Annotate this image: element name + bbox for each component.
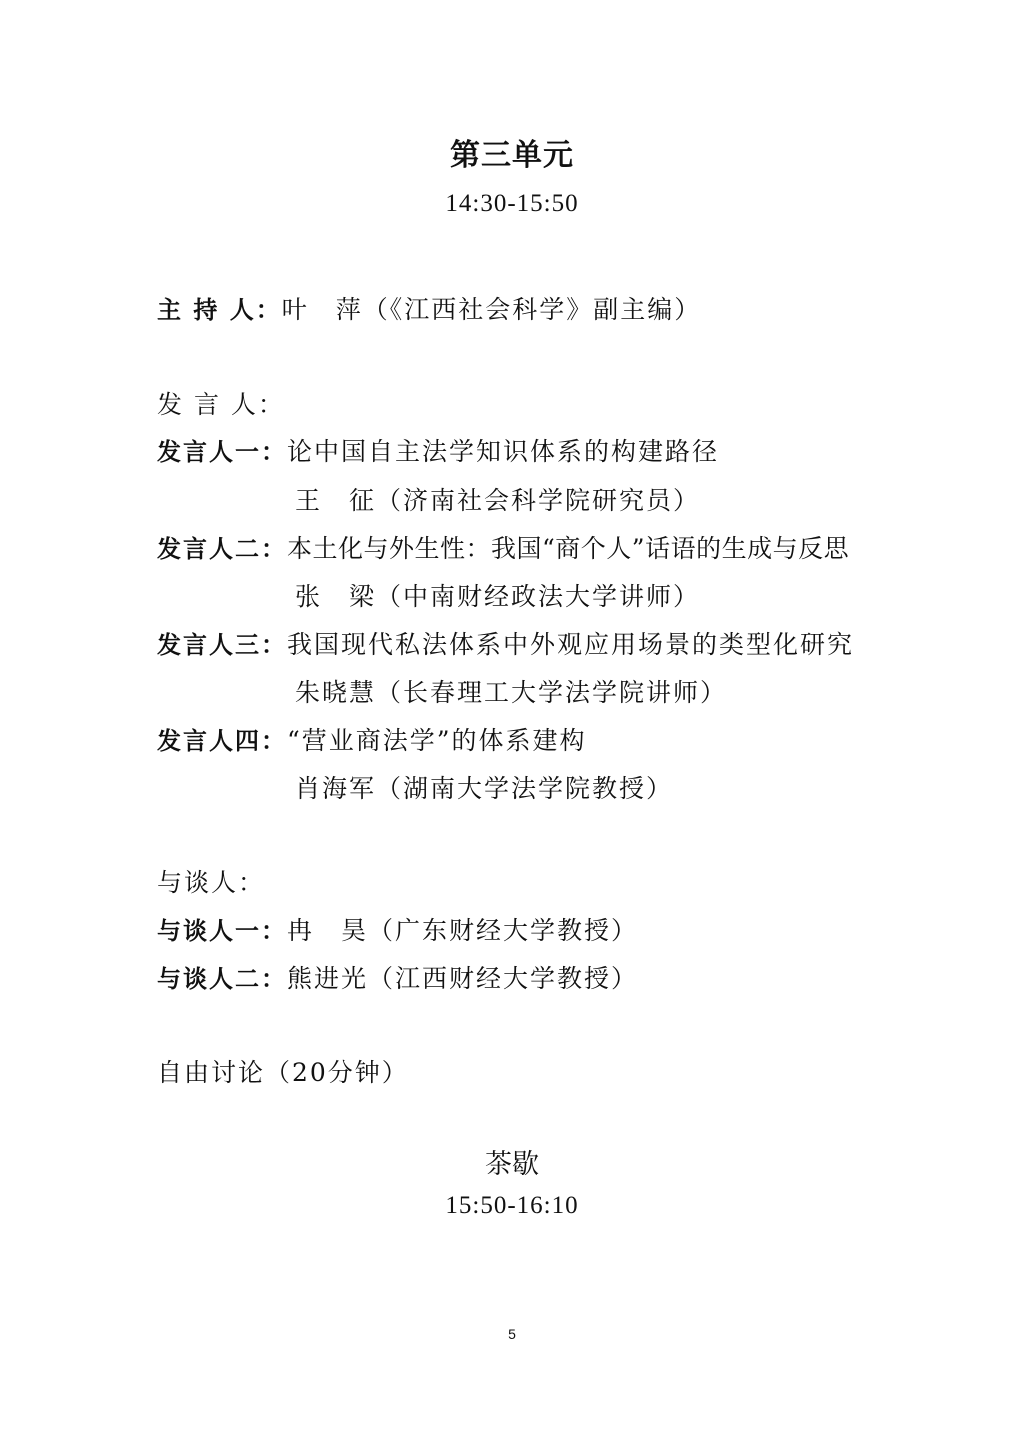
speaker-4-label: 发言人四： xyxy=(157,727,287,755)
free-discussion: 自由讨论（20分钟） xyxy=(157,1058,409,1087)
speaker-2-topic: 本土化与外生性：我国“商个人”话语的生成与反思 xyxy=(287,534,850,563)
break-title: 茶歇 xyxy=(485,1149,539,1180)
speaker-3-person: 朱晓慧（长春理工大学法学院讲师） xyxy=(295,678,728,707)
speakers-heading: 发 言 人： xyxy=(157,390,285,419)
speaker-4-topic: “营业商法学”的体系建构 xyxy=(287,726,587,755)
discussant-1-line xyxy=(157,911,638,947)
discussant-2-person: 熊进光（江西财经大学教授） xyxy=(287,964,639,993)
speaker-2-topic-line xyxy=(157,529,849,565)
speaker-1-topic: 论中国自主法学知识体系的构建路径 xyxy=(287,437,720,466)
speaker-2-person: 张 梁（中南财经政法大学讲师） xyxy=(295,582,701,611)
host-text: 叶 萍（《江西社会科学》副主编） xyxy=(281,295,702,324)
speaker-4-person: 肖海军（湖南大学法学院教授） xyxy=(295,774,674,803)
session-title: 第三单元 xyxy=(450,138,574,173)
host-label: 主 持 人： xyxy=(157,296,282,324)
speaker-1-person: 王 征（济南社会科学院研究员） xyxy=(295,486,701,515)
speaker-3-topic-line xyxy=(157,625,854,661)
discussant-1-label: 与谈人一： xyxy=(157,917,287,945)
speaker-4-topic-line xyxy=(157,721,587,757)
speaker-3-topic: 我国现代私法体系中外观应用场景的类型化研究 xyxy=(287,630,855,659)
discussant-2-line xyxy=(157,959,638,995)
host-line xyxy=(157,290,701,326)
speaker-3-label: 发言人三： xyxy=(157,631,287,659)
page-number: 5 xyxy=(508,1326,516,1342)
speaker-1-topic-line xyxy=(157,432,719,468)
discussants-heading: 与谈人： xyxy=(157,868,266,897)
discussant-1-person: 冉 昊（广东财经大学教授） xyxy=(287,916,639,945)
speaker-1-label: 发言人一： xyxy=(157,438,287,466)
speaker-2-label: 发言人二： xyxy=(157,535,287,563)
break-time: 15:50-16:10 xyxy=(445,1192,579,1219)
discussant-2-label: 与谈人二： xyxy=(157,965,287,993)
session-time: 14:30-15:50 xyxy=(445,190,579,217)
